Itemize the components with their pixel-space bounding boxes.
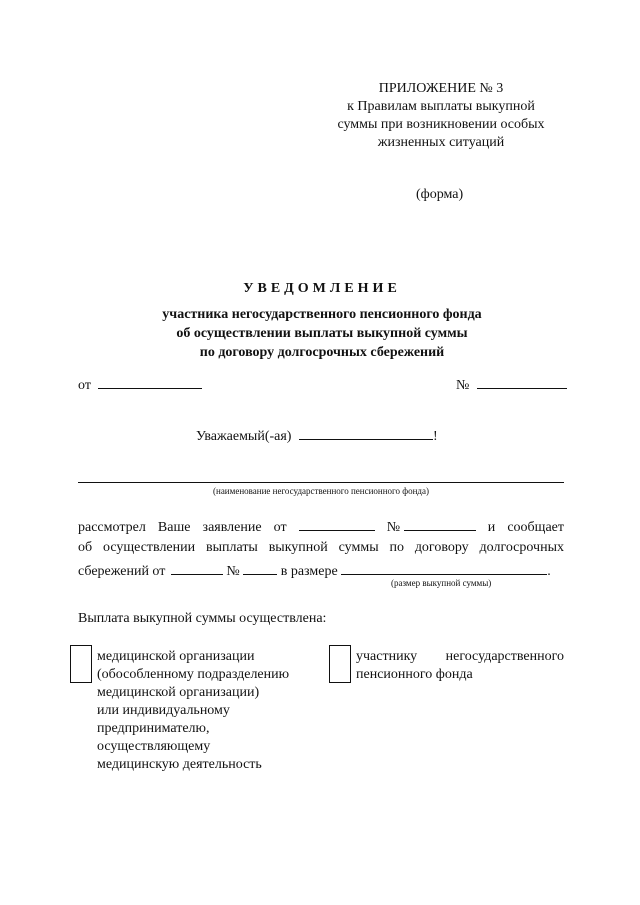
participant-option-text [356,648,564,684]
body-word: заявление [202,520,262,535]
body-line-2 [78,540,564,556]
option-line: предпринимателю, [97,721,210,736]
option-line: пенсионного фонда [356,667,473,682]
greeting [196,427,438,445]
number-label: № [456,378,470,393]
body-text: . [547,564,551,579]
body-word: осуществлении [102,540,196,555]
option-line: (обособленному подразделению [97,667,290,682]
greeting-end: ! [432,429,438,444]
form-label: (форма) [416,187,464,202]
greeting-label: Уважаемый(-ая) [196,429,292,444]
appendix-line: суммы при возникновении особых [337,117,545,132]
body-word: договору [414,540,469,555]
from-label: от [78,378,91,393]
application-date-blank[interactable] [299,518,375,531]
subtitle-line: участника негосударственного пенсионного фонда [162,307,482,322]
amount-caption: (размер выкупной суммы) [391,578,492,588]
body-word: рассмотрел [78,520,146,535]
body-line-1 [78,518,564,536]
subtitle-line: об осуществлении выплаты выкупной суммы [176,326,468,341]
body-word: сообщает [507,520,564,535]
body-word: долгосрочных [479,540,564,555]
body-word: и [487,520,496,535]
option-line: или индивидуальному [97,703,230,718]
payment-heading: Выплата выкупной суммы осуществлена: [78,611,327,626]
participant-checkbox[interactable] [329,645,351,683]
body-word: выкупной [268,540,328,555]
contract-date-blank[interactable] [171,562,223,575]
medical-org-option-text [97,648,289,774]
document-title: УВЕДОМЛЕНИЕ [243,281,401,296]
option-word: негосударственного [445,649,564,664]
body-text: в размере [280,564,338,579]
option-line [356,648,564,666]
application-number-field [387,518,476,536]
fund-name-line[interactable] [78,482,564,483]
fund-name-caption: (наименование негосударственного пенсионного фонда) [213,486,429,496]
option-line: медицинскую деятельность [97,757,262,772]
body-word: по [389,540,404,555]
body-word: Ваше [157,520,191,535]
application-number-blank[interactable] [404,518,476,531]
subtitle-line: по договору долгосрочных сбережений [199,345,445,360]
body-word: выплаты [205,540,258,555]
recipient-name-blank[interactable] [299,427,433,440]
amount-blank[interactable] [341,562,547,575]
option-line: медицинской организации) [97,685,260,700]
number-field [456,376,567,394]
body-text: № [226,564,240,579]
number-blank[interactable] [477,376,567,389]
option-line: осуществляющему [97,739,211,754]
appendix-line: ПРИЛОЖЕНИЕ № 3 [378,81,504,96]
body-word: от [273,520,287,535]
appendix-block [300,80,582,152]
body-word: об [78,540,93,555]
option-line: медицинской организации [97,649,255,664]
medical-org-checkbox[interactable] [70,645,92,683]
body-word: суммы [338,540,379,555]
contract-number-blank[interactable] [243,562,277,575]
option-word: участнику [356,649,418,664]
appendix-line: жизненных ситуаций [377,135,505,150]
date-field [78,376,202,394]
document-subtitle [80,305,564,362]
appendix-line: к Правилам выплаты выкупной [347,99,535,114]
date-blank[interactable] [98,376,202,389]
body-text: сбережений от [78,564,166,579]
body-word: № [386,520,401,535]
